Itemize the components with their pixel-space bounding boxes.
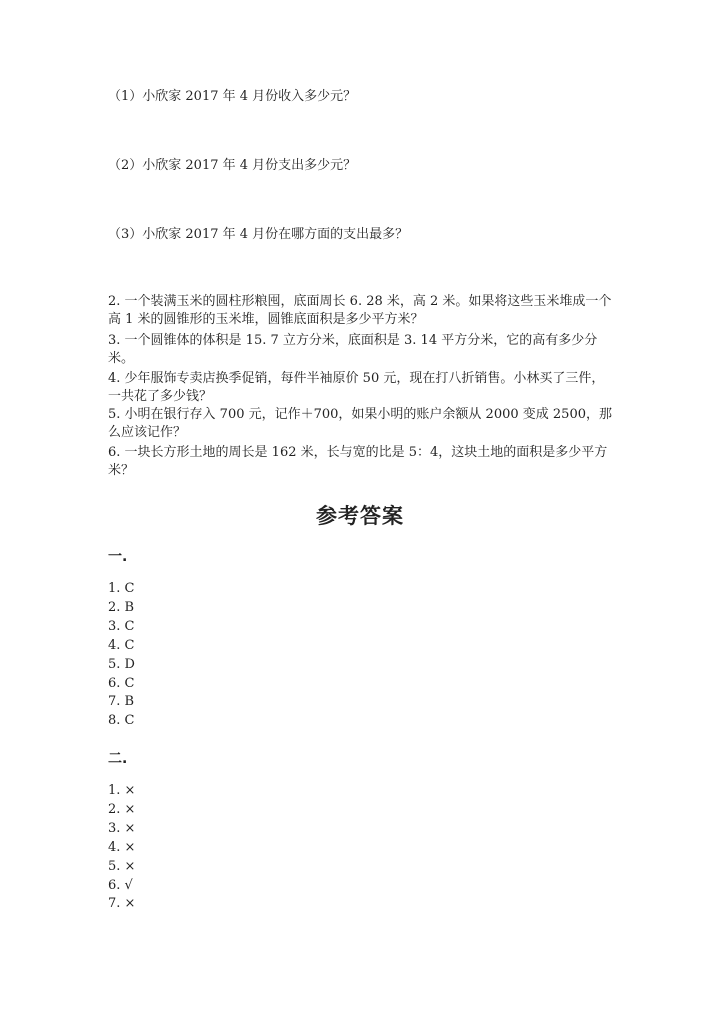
section-2-answers <box>108 782 135 914</box>
list-item: 4. × <box>108 839 136 855</box>
problem-3: 3. 一个圆锥体的体积是 15. 7 立方分米，底面积是 3. 14 平方分米，它的高有多少分米。 <box>108 333 598 366</box>
problem-5: 5. 小明在银行存入 700 元，记作＋700，如果小明的账户余额从 2000 变成 2500，那么应该记作？ <box>108 407 612 440</box>
section-1-label: 一. <box>108 549 128 565</box>
sub-question-3: （3）小欣家 2017 年 4 月份在哪方面的支出最多？ <box>108 227 409 242</box>
section-1-answers <box>108 580 135 731</box>
answer-title: 参考答案 <box>316 504 404 528</box>
list-item: 6. √ <box>108 877 133 893</box>
problem-6: 6. 一块长方形土地的周长是 162 米，长与宽的比是 5：4，这块土地的面积是多少平方米？ <box>108 445 608 478</box>
list-item: 8. C <box>108 713 135 729</box>
list-item: 2. × <box>108 801 136 817</box>
list-item: 2. B <box>108 599 135 615</box>
list-item: 6. C <box>108 675 135 691</box>
list-item: 5. × <box>108 858 136 874</box>
list-item: 1. C <box>108 581 135 596</box>
sub-question-2: （2）小欣家 2017 年 4 月份支出多少元？ <box>108 158 357 173</box>
problem-4: 4. 少年服饰专卖店换季促销，每件半袖原价 50 元，现在打八折销售。小林买了三件，一共花了多少钱？ <box>108 371 605 404</box>
list-item: 3. × <box>108 820 136 836</box>
list-item: 1. × <box>108 783 136 798</box>
sub-question-1: （1）小欣家 2017 年 4 月份收入多少元？ <box>108 89 357 104</box>
section-2-label: 二. <box>108 751 128 767</box>
list-item: 7. B <box>108 694 135 710</box>
list-item: 4. C <box>108 637 135 653</box>
list-item: 7. × <box>108 896 136 912</box>
problem-2: 2. 一个装满玉米的圆柱形粮囤，底面周长 6. 28 米，高 2 米。如果将这些玉米堆成一个高 1 米的圆锥形的玉米堆，圆锥底面积是多少平方米？ <box>108 294 612 327</box>
list-item: 5. D <box>108 656 135 672</box>
list-item: 3. C <box>108 618 135 634</box>
